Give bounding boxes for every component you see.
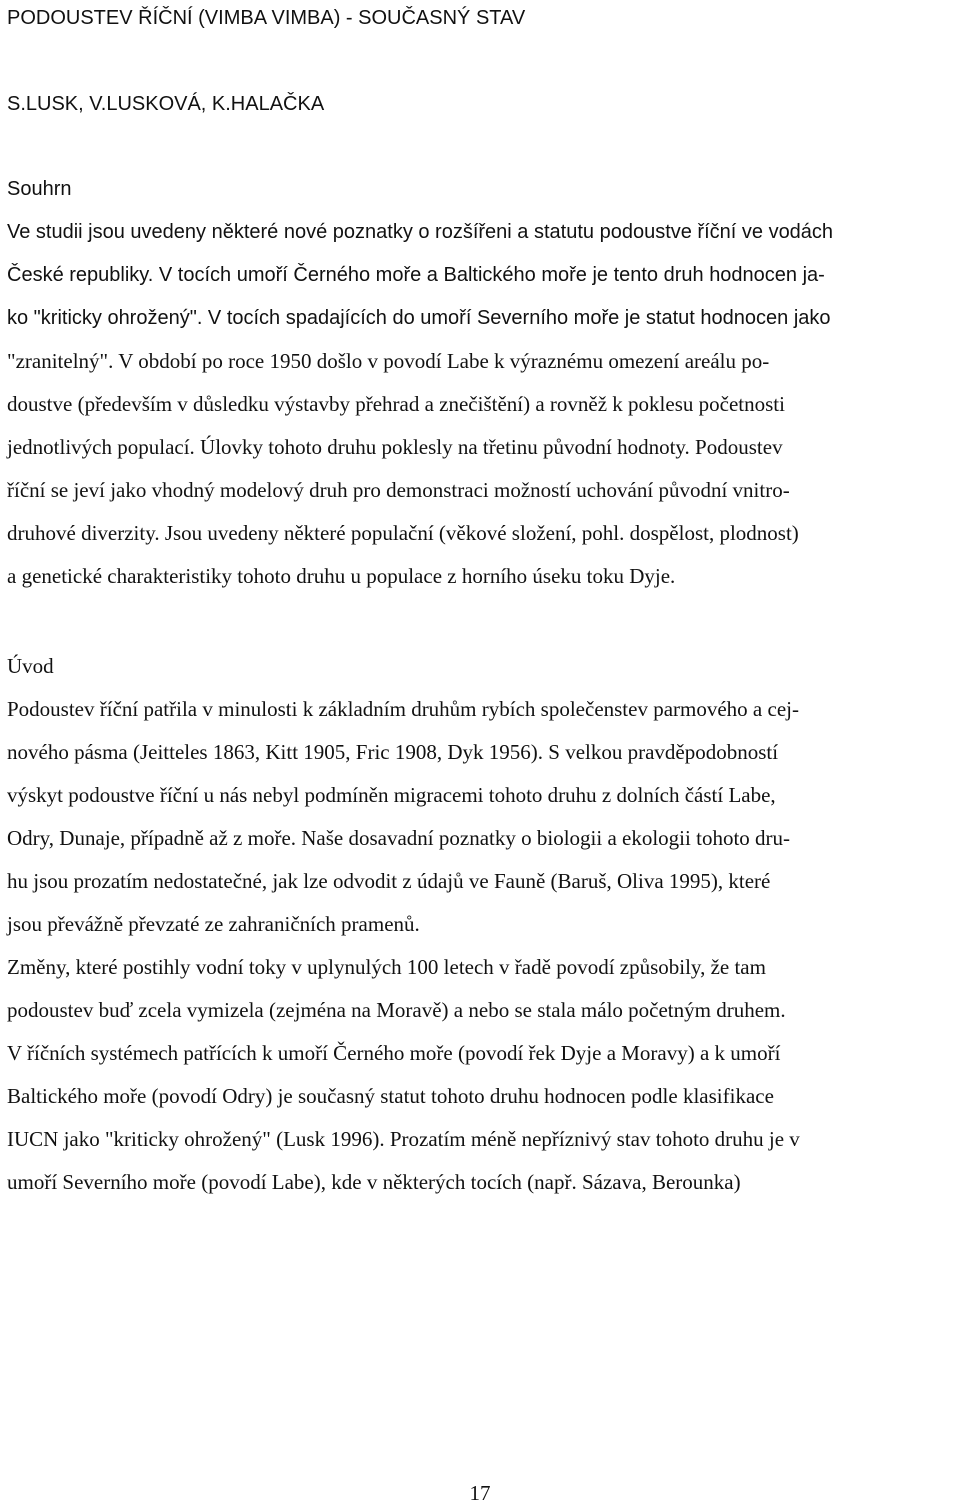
intro-line: Odry, Dunaje, případně až z moře. Naše dosavadní poznatky o biologii a ekologii tohoto dru- <box>7 826 791 850</box>
paper-title: PODOUSTEV ŘÍČNÍ (VIMBA VIMBA) - SOUČASNÝ STAV <box>7 7 526 29</box>
summary-line: "zranitelný". V období po roce 1950 došlo v povodí Labe k výraznému omezení areálu po- <box>7 349 770 373</box>
summary-line: ko "kriticky ohrožený". V tocích spadajících do umoří Severního moře je statut hodnocen jako <box>7 307 831 329</box>
intro-line: Změny, které postihly vodní toky v uplynulých 100 letech v řadě povodí způsobily, že tam <box>7 955 766 979</box>
summary-line: a genetické charakteristiky tohoto druhu u populace z horního úseku toku Dyje. <box>7 564 676 588</box>
summary-line: Ve studii jsou uvedeny některé nové poznatky o rozšířeni a statutu podoustve říční ve vodách <box>7 221 834 243</box>
intro-line: IUCN jako "kriticky ohrožený" (Lusk 1996). Prozatím méně nepříznivý stav tohoto druhu je v <box>7 1127 800 1151</box>
summary-line: doustve (především v důsledku výstavby přehrad a znečištění) a rovněž k poklesu početnosti <box>7 392 785 416</box>
summary-line: jednotlivých populací. Úlovky tohoto druhu poklesly na třetinu původní hodnoty. Podoustev <box>7 435 783 459</box>
intro-line: V říčních systémech patřících k umoří Černého moře (povodí řek Dyje a Moravy) a k umoří <box>7 1041 781 1065</box>
summary-heading: Souhrn <box>7 178 72 200</box>
intro-line: výskyt podoustve říční u nás nebyl podmíněn migracemi tohoto druhu z dolních částí Labe, <box>7 783 776 807</box>
page-number: 17 <box>469 1481 491 1505</box>
authors: S.LUSK, V.LUSKOVÁ, K.HALAČKA <box>7 93 325 115</box>
summary-line: říční se jeví jako vhodný modelový druh pro demonstraci možností uchování původní vnitro- <box>7 478 790 502</box>
intro-heading: Úvod <box>7 654 54 678</box>
intro-line: Baltického moře (povodí Odry) je současný statut tohoto druhu hodnocen podle klasifikace <box>7 1084 774 1108</box>
summary-line: České republiky. V tocích umoří Černého moře a Baltického moře je tento druh hodnocen ja- <box>7 264 825 286</box>
intro-line: hu jsou prozatím nedostatečné, jak lze odvodit z údajů ve Fauně (Baruš, Oliva 1995), které <box>7 869 771 893</box>
intro-line: umoří Severního moře (povodí Labe), kde v některých tocích (např. Sázava, Berounka) <box>7 1170 741 1194</box>
intro-line: nového pásma (Jeitteles 1863, Kitt 1905, Fric 1908, Dyk 1956). S velkou pravděpodobností <box>7 740 779 764</box>
intro-line: Podoustev říční patřila v minulosti k základním druhům rybích společenstev parmového a cej- <box>7 697 799 721</box>
intro-line: podoustev buď zcela vymizela (zejména na Moravě) a nebo se stala málo početným druhem. <box>7 998 786 1022</box>
intro-line: jsou převážně převzaté ze zahraničních pramenů. <box>7 912 420 936</box>
summary-line: druhové diverzity. Jsou uvedeny některé populační (věkové složení, pohl. dospělost, plodnost) <box>7 521 799 545</box>
